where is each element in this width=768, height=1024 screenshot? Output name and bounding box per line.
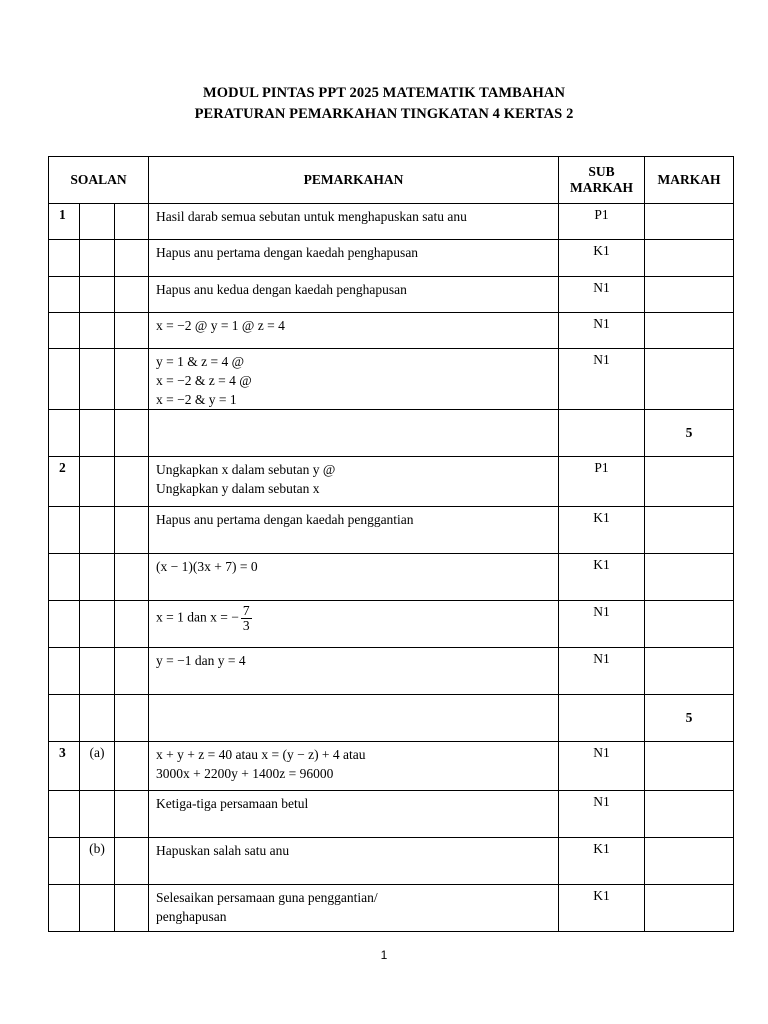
marking-description-line: Hapuskan salah satu anu [156,843,290,858]
total-mark-cell [645,240,734,277]
marking-description-line: Hapus anu pertama dengan kaedah penghapusan [156,245,419,260]
marking-description-cell [149,457,559,507]
table-body [49,204,734,932]
marking-description-cell [149,791,559,838]
question-number-cell [49,554,80,601]
table-row [49,240,734,277]
marking-description-line: y = 1 & z = 4 @ [156,354,245,369]
marking-description-cell [149,648,559,695]
question-number-cell: 3 [49,742,80,791]
question-subpart-cell [115,695,149,742]
question-part-cell [80,240,115,277]
question-part-cell [80,695,115,742]
question-part-cell [80,204,115,240]
question-part-cell [80,648,115,695]
table-header-row [49,157,734,204]
question-subpart-cell [115,457,149,507]
marking-description-line: x = −2 @ y = 1 @ z = 4 [156,318,285,333]
header-sub-markah-line1: SUB [588,164,615,179]
marking-description-cell [149,838,559,885]
question-number-cell [49,885,80,932]
fraction-denominator: 3 [242,618,250,633]
table-row [49,601,734,648]
marking-description-line: 3000x + 2200y + 1400z = 96000 [156,766,334,781]
total-mark-cell [645,838,734,885]
marking-description-line: Ungkapkan x dalam sebutan y @ [156,462,336,477]
total-mark-cell [645,742,734,791]
total-mark-cell [645,507,734,554]
marking-description-cell [149,410,559,457]
total-mark-cell [645,554,734,601]
marking-description-line: Hasil darab semua sebutan untuk menghapuskan satu anu [156,209,467,224]
header-pemarkahan: PEMARKAHAN [149,157,559,204]
total-mark-cell [645,885,734,932]
header-sub-markah-line2: MARKAH [570,180,634,195]
fraction [241,604,252,633]
total-mark-cell [645,204,734,240]
question-part-cell [80,885,115,932]
question-number-cell [49,349,80,410]
question-subpart-cell [115,838,149,885]
question-number-cell [49,695,80,742]
question-number-cell [49,601,80,648]
marking-description-line: x = −2 & z = 4 @ [156,373,252,388]
question-subpart-cell [115,791,149,838]
total-mark-cell [645,349,734,410]
sub-mark-cell: P1 [559,204,645,240]
sub-mark-cell: N1 [559,791,645,838]
question-part-cell [80,457,115,507]
marking-description-line: x = 1 dan x = − [156,609,239,625]
table-row [49,554,734,601]
marking-description-cell [149,204,559,240]
question-part-cell [80,349,115,410]
marking-description-cell [149,277,559,313]
total-mark-cell: 5 [645,410,734,457]
sub-mark-cell [559,695,645,742]
marking-description-cell [149,240,559,277]
question-subpart-cell [115,410,149,457]
table-row [49,695,734,742]
header-soalan: SOALAN [49,157,149,204]
question-subpart-cell [115,742,149,791]
sub-mark-cell: N1 [559,277,645,313]
question-number-cell [49,648,80,695]
marking-description-line: Ungkapkan y dalam sebutan x [156,481,320,496]
sub-mark-cell: K1 [559,838,645,885]
sub-mark-cell: K1 [559,885,645,932]
sub-mark-cell: N1 [559,648,645,695]
question-subpart-cell [115,507,149,554]
sub-mark-cell: K1 [559,507,645,554]
marking-description-line: (x − 1)(3x + 7) = 0 [156,559,258,574]
question-subpart-cell [115,240,149,277]
marking-description-cell [149,601,559,648]
header-sub-markah [559,157,645,204]
question-number-cell: 1 [49,204,80,240]
total-mark-cell [645,457,734,507]
question-part-cell [80,507,115,554]
question-number-cell: 2 [49,457,80,507]
marking-description-line: Selesaikan persamaan guna penggantian/ [156,890,378,905]
question-number-cell [49,313,80,349]
sub-mark-cell: N1 [559,313,645,349]
document-title-line-1: MODUL PINTAS PPT 2025 MATEMATIK TAMBAHAN [202,85,566,101]
sub-mark-cell: P1 [559,457,645,507]
total-mark-cell: 5 [645,695,734,742]
question-number-cell [49,410,80,457]
marking-description-cell [149,885,559,932]
document-title-line-2: PERATURAN PEMARKAHAN TINGKATAN 4 KERTAS 2 [194,106,574,122]
question-subpart-cell [115,277,149,313]
table-row [49,648,734,695]
question-number-cell [49,507,80,554]
sub-mark-cell [559,410,645,457]
marking-description-line: Hapus anu pertama dengan kaedah penggantian [156,512,414,527]
marking-description-line: Hapus anu kedua dengan kaedah penghapusan [156,282,407,297]
question-part-cell [80,791,115,838]
table-row [49,204,734,240]
table-row [49,742,734,791]
marking-description-line: x = −2 & y = 1 [156,392,237,407]
question-part-cell [80,410,115,457]
table-row [49,885,734,932]
question-number-cell [49,791,80,838]
question-subpart-cell [115,648,149,695]
question-subpart-cell [115,885,149,932]
table-row [49,313,734,349]
total-mark-cell [645,277,734,313]
table-row [49,791,734,838]
table-row [49,838,734,885]
marking-description-line: penghapusan [156,909,227,924]
table-row [49,349,734,410]
sub-mark-cell: N1 [559,601,645,648]
question-number-cell [49,240,80,277]
question-number-cell [49,838,80,885]
sub-mark-cell: N1 [559,742,645,791]
marking-description-line: x + y + z = 40 atau x = (y − z) + 4 atau [156,747,366,762]
sub-mark-cell: K1 [559,240,645,277]
total-mark-cell [645,313,734,349]
marking-description-cell [149,554,559,601]
marking-description-cell [149,349,559,410]
question-part-cell [80,313,115,349]
marking-description-line: Ketiga-tiga persamaan betul [156,796,309,811]
question-subpart-cell [115,204,149,240]
question-number-cell [49,277,80,313]
table-row [49,410,734,457]
marking-description-line: y = −1 dan y = 4 [156,653,246,668]
total-mark-cell [645,648,734,695]
question-subpart-cell [115,554,149,601]
table-row [49,457,734,507]
question-part-cell [80,601,115,648]
page-number: 1 [380,948,388,962]
total-mark-cell [645,791,734,838]
marking-description-cell [149,313,559,349]
question-part-cell: (b) [80,838,115,885]
question-subpart-cell [115,349,149,410]
sub-mark-cell: K1 [559,554,645,601]
marking-description-cell [149,695,559,742]
sub-mark-cell: N1 [559,349,645,410]
marking-description-cell [149,507,559,554]
marking-scheme-table [48,156,734,932]
table-row [49,507,734,554]
question-part-cell [80,277,115,313]
header-markah: MARKAH [645,157,734,204]
question-subpart-cell [115,601,149,648]
marking-description-cell [149,742,559,791]
fraction-numerator: 7 [242,603,250,618]
question-subpart-cell [115,313,149,349]
question-part-cell: (a) [80,742,115,791]
question-part-cell [80,554,115,601]
table-row [49,277,734,313]
total-mark-cell [645,601,734,648]
